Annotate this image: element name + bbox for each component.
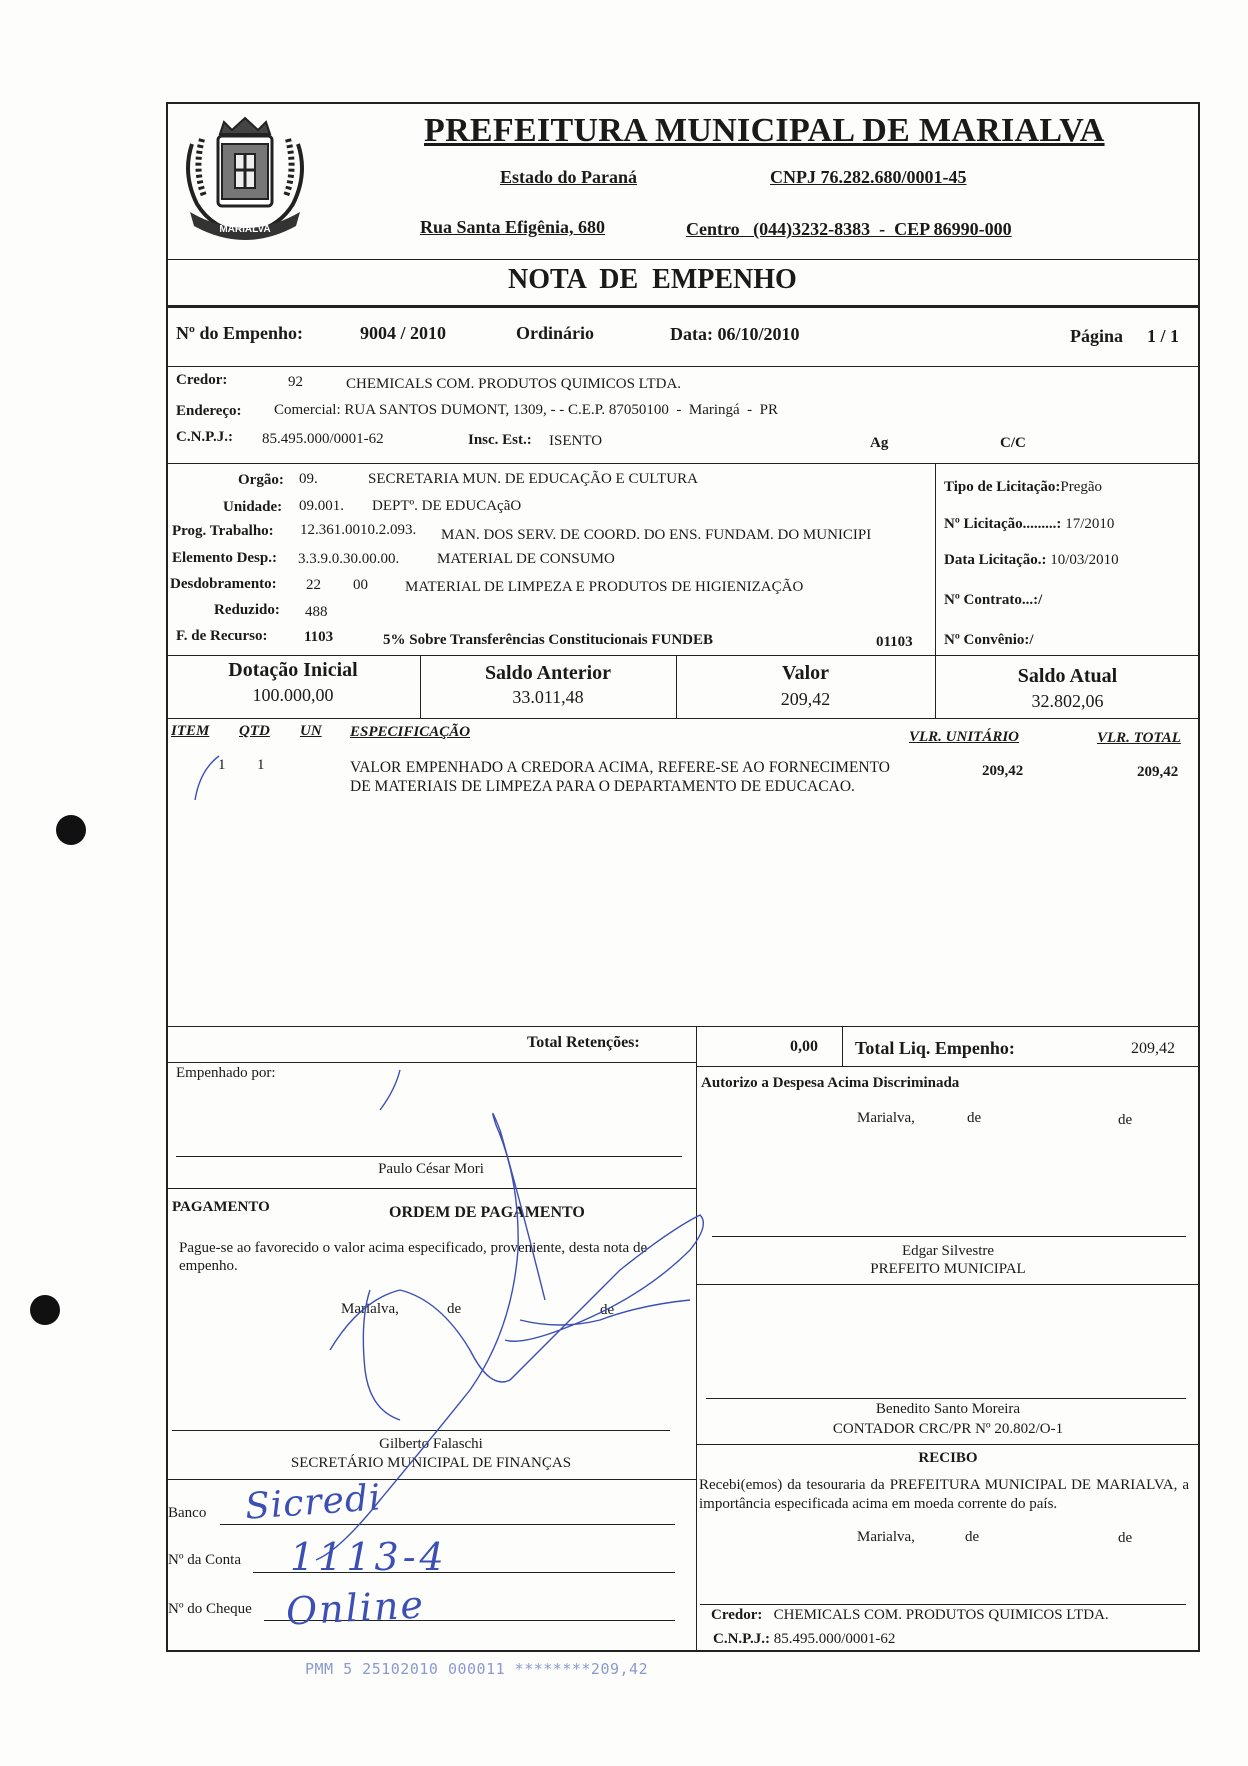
logo-banner-text: MARIALVA [219, 224, 271, 235]
recibo-de-2: de [1118, 1530, 1133, 1546]
item-qty: 1 [257, 757, 265, 773]
credor-code: 92 [288, 374, 303, 390]
recibo-de-1: de [965, 1529, 980, 1545]
divider [935, 463, 936, 655]
empenho-number: 9004 / 2010 [360, 323, 447, 343]
autorizo-de-1: de [967, 1110, 982, 1126]
contrato-label: Nº Contrato...:/ [944, 592, 1043, 608]
pagamento-label: PAGAMENTO [172, 1199, 270, 1215]
saldo-anterior-value: 33.011,48 [512, 687, 584, 707]
punch-hole-top [56, 815, 86, 845]
elemento-label: Elemento Desp.: [172, 550, 277, 566]
divider [166, 1188, 696, 1189]
recibo-credor-label: Credor: [711, 1607, 763, 1623]
ordem-city: Marialva, [341, 1301, 399, 1317]
elemento-code: 3.3.9.0.30.00.00. [298, 551, 400, 567]
elemento-desc: MATERIAL DE CONSUMO [437, 551, 615, 567]
divider [166, 1026, 1200, 1027]
unidade-code: 09.001. [299, 498, 344, 514]
banco-handwritten: Sicredi [243, 1477, 383, 1528]
valor-value: 209,42 [780, 689, 831, 709]
fonte-code: 1103 [304, 629, 334, 645]
recibo-cnpj-value: 85.495.000/0001-62 [773, 1631, 896, 1647]
unit-price-header: VLR. UNITÁRIO [909, 729, 1020, 745]
prog-desc: MAN. DOS SERV. DE COORD. DO ENS. FUNDAM. DO MUNICIPI [441, 527, 872, 543]
licitacao-number-value: 17/2010 [1065, 516, 1115, 532]
desdobramento-code2: 00 [353, 577, 368, 593]
payment-stamp: PMM 5 25102010 000011 ********209,42 [305, 1660, 649, 1678]
ordem-de-1: de [447, 1301, 462, 1317]
recibo-city: Marialva, [857, 1529, 915, 1545]
address-contact: Centro (044)3232-8383 - CEP 86990-000 [686, 219, 1012, 239]
divider [696, 1284, 1200, 1285]
qtd-header: QTD [239, 723, 270, 739]
item-unit-price: 209,42 [982, 763, 1024, 779]
divider [166, 463, 1200, 464]
fonte-label: F. de Recurso: [176, 628, 268, 644]
recibo-text: Recebi(emos) da tesouraria da PREFEITURA MUNICIPAL DE MARIALVA, a importância especificada acima em moeda corrente do país. [699, 1477, 1189, 1512]
agency-label: Ag [870, 435, 889, 451]
licitacao-date-value: 10/03/2010 [1050, 552, 1119, 568]
signature-line [172, 1430, 670, 1431]
recibo-label: RECIBO [918, 1450, 978, 1466]
conta-handwritten: 1113-4 [290, 1535, 448, 1579]
fonte-desc: 5% Sobre Transferências Constitucionais FUNDEB [383, 632, 714, 648]
divider [842, 1026, 843, 1066]
divider [166, 655, 1200, 656]
empenho-number-label: Nº do Empenho: [176, 323, 303, 343]
address-label: Endereço: [176, 403, 242, 419]
contador-role: CONTADOR CRC/PR Nº 20.802/O-1 [832, 1421, 1064, 1437]
divider [696, 1444, 1200, 1445]
unidade-label: Unidade: [223, 499, 283, 515]
prog-label: Prog. Trabalho: [172, 523, 274, 539]
conta-label: Nº da Conta [168, 1552, 241, 1568]
desdobramento-desc: MATERIAL DE LIMPEZA E PRODUTOS DE HIGIENIZAÇÃO [405, 579, 804, 595]
signature-line [176, 1156, 682, 1157]
retencoes-label: Total Retenções: [527, 1034, 640, 1051]
document-title: NOTA DE EMPENHO [508, 264, 797, 295]
autorizo-label: Autorizo a Despesa Acima Discriminada [701, 1075, 960, 1091]
item-total-price: 209,42 [1137, 764, 1179, 780]
licitacao-date [944, 552, 1119, 569]
signature-line [712, 1236, 1186, 1237]
secretario-name: Gilberto Falaschi [379, 1436, 483, 1452]
credor-label: Credor: [176, 372, 228, 388]
licitacao-type-value: Pregão [1060, 479, 1103, 495]
un-header: UN [300, 723, 322, 739]
divider [696, 1026, 697, 1650]
empenho-date: Data: 06/10/2010 [670, 324, 800, 344]
dotacao-value: 100.000,00 [252, 685, 334, 705]
divider [166, 305, 1200, 308]
orgao-desc: SECRETARIA MUN. DE EDUCAÇÃO E CULTURA [368, 471, 698, 487]
cheque-handwritten: Online [284, 1582, 426, 1634]
insc-value: ISENTO [549, 433, 603, 449]
prefeito-role: PREFEITO MUNICIPAL [870, 1261, 1026, 1277]
credor-cnpj: 85.495.000/0001-62 [262, 431, 384, 447]
autorizo-city: Marialva, [857, 1110, 915, 1126]
saldo-atual-label: Saldo Atual [1017, 665, 1118, 687]
signature-line [700, 1604, 1186, 1605]
secretario-role: SECRETÁRIO MUNICIPAL DE FINANÇAS [290, 1455, 572, 1471]
liq-empenho-value: 209,42 [1131, 1040, 1175, 1057]
item-spec: VALOR EMPENHADO A CREDORA ACIMA, REFERE-SE AO FORNECIMENTO DE MATERIAIS DE LIMPEZA PARA O DEPARTAMENTO DE EDUCACAO. [350, 759, 890, 795]
licitacao-type [944, 479, 1102, 496]
desdobramento-label: Desdobramento: [170, 576, 277, 592]
credor-name: CHEMICALS COM. PRODUTOS QUIMICOS LTDA. [346, 376, 682, 392]
recibo-credor-name: CHEMICALS COM. PRODUTOS QUIMICOS LTDA. [773, 1607, 1109, 1623]
cnpj-label: CNPJ 76.282.680/0001-45 [770, 167, 967, 187]
licitacao-date-label: Data Licitação.: [944, 552, 1047, 568]
desdobramento-code: 22 [306, 577, 321, 593]
prog-code: 12.361.0010.2.093. [300, 522, 417, 538]
recibo-credor [711, 1607, 1109, 1624]
ordem-de-2: de [600, 1302, 615, 1318]
divider [166, 1062, 696, 1063]
saldo-atual-value: 32.802,06 [1031, 691, 1104, 711]
licitacao-number [944, 516, 1114, 533]
page-label: Página [1070, 326, 1124, 346]
empenho-type: Ordinário [516, 323, 595, 343]
pague-text: Pague-se ao favorecido o valor acima especificado, proveniente, desta nota de empenho. [179, 1240, 648, 1274]
coat-of-arms-logo [172, 104, 318, 250]
insc-label: Insc. Est.: [468, 432, 532, 448]
ordem-pagamento-label: ORDEM DE PAGAMENTO [389, 1204, 585, 1221]
reduzido-value: 488 [305, 604, 328, 620]
licitacao-number-label: Nº Licitação.........: [944, 516, 1062, 532]
punch-hole-bottom [30, 1295, 60, 1325]
divider [166, 718, 1200, 719]
state-label: Estado do Paraná [500, 167, 638, 187]
divider [166, 366, 1200, 367]
divider [166, 1479, 696, 1480]
unidade-desc: DEPTº. DE EDUCAçãO [372, 498, 522, 514]
divider [166, 259, 1200, 260]
convenio-label: Nº Convênio:/ [944, 632, 1034, 648]
liq-empenho-label: Total Liq. Empenho: [855, 1038, 1015, 1058]
page-number: 1 / 1 [1147, 326, 1180, 346]
orgao-code: 09. [299, 471, 318, 487]
cheque-label: Nº do Cheque [168, 1601, 252, 1617]
banco-label: Banco [168, 1505, 207, 1521]
item-number: 1 [218, 757, 226, 773]
credor-address: Comercial: RUA SANTOS DUMONT, 1309, - - C.E.P. 87050100 - Maringá - PR [274, 402, 779, 418]
fonte-account-code: 01103 [876, 634, 913, 650]
licitacao-type-label: Tipo de Licitação: [944, 479, 1061, 495]
valor-label: Valor [781, 662, 830, 684]
total-price-header: VLR. TOTAL [1097, 730, 1181, 746]
autorizo-de-2: de [1118, 1112, 1133, 1128]
page-title: PREFEITURA MUNICIPAL DE MARIALVA [424, 112, 1105, 149]
contador-name: Benedito Santo Moreira [875, 1401, 1021, 1417]
dotacao-label: Dotação Inicial [228, 659, 358, 681]
item-header: ITEM [171, 723, 210, 739]
empenhado-label: Empenhado por: [176, 1065, 276, 1081]
saldo-anterior-label: Saldo Anterior [484, 662, 612, 684]
signature-line [706, 1398, 1186, 1399]
reduzido-label: Reduzido: [214, 602, 280, 618]
recibo-cnpj [713, 1631, 895, 1648]
divider [696, 1066, 1200, 1067]
spec-header: ESPECIFICAÇÃO [350, 724, 471, 740]
retencoes-value: 0,00 [790, 1038, 818, 1055]
recibo-cnpj-label: C.N.P.J.: [713, 1631, 770, 1647]
credor-cnpj-label: C.N.P.J.: [176, 429, 233, 445]
prefeito-name: Edgar Silvestre [901, 1243, 995, 1259]
address-street: Rua Santa Efigênia, 680 [420, 217, 606, 237]
orgao-label: Orgão: [238, 472, 284, 488]
empenhado-name: Paulo César Mori [378, 1161, 484, 1177]
account-label: C/C [1000, 435, 1026, 451]
